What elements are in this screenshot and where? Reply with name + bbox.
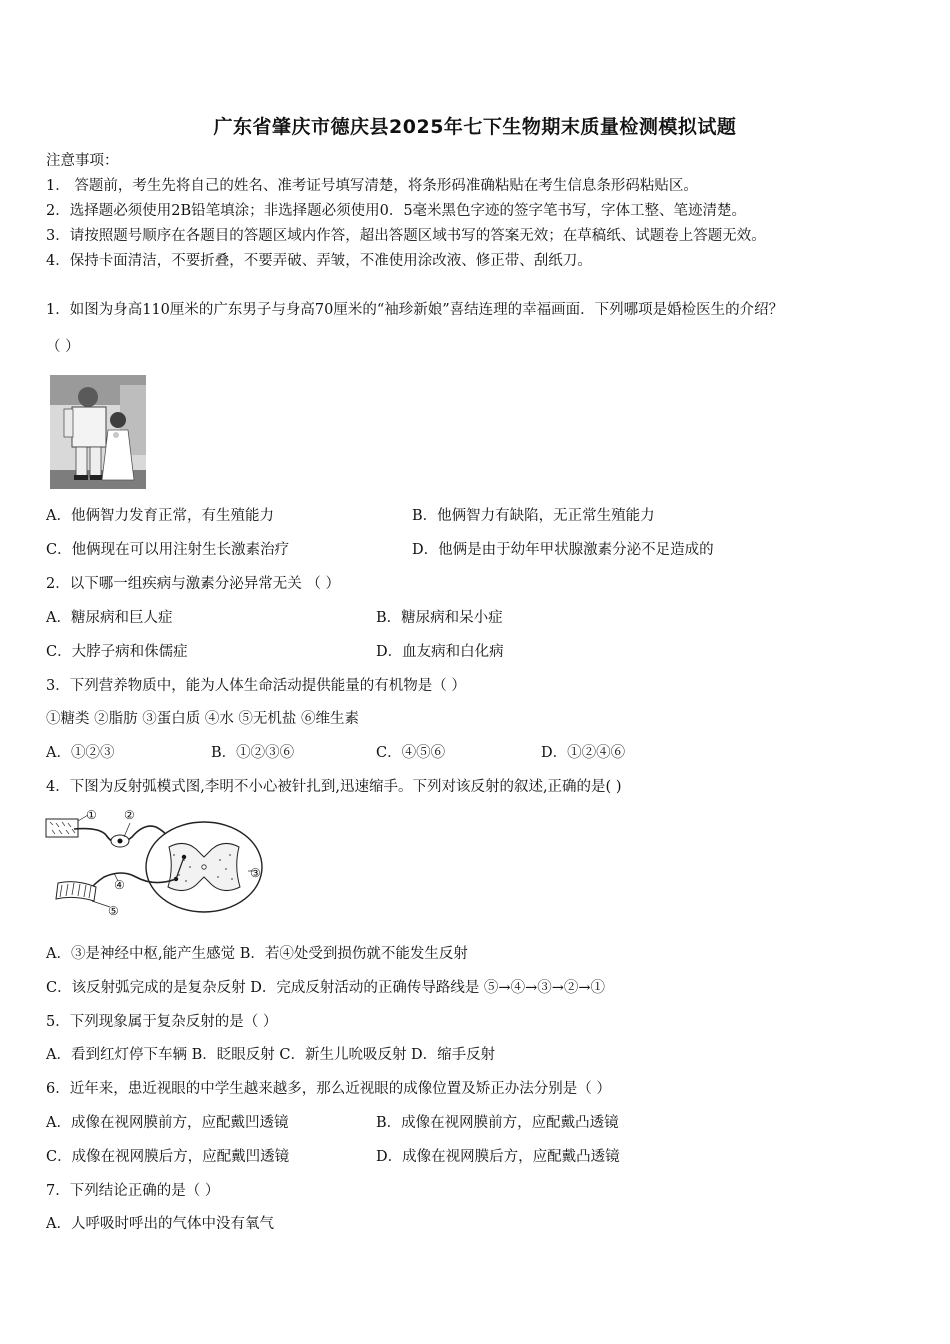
- question-1-option-b[interactable]: B．他俩智力有缺陷，无正常生殖能力: [412, 508, 655, 524]
- question-2-option-a[interactable]: A．糖尿病和巨人症: [46, 610, 173, 626]
- question-7-option-a[interactable]: A．人呼吸时呼出的气体中没有氧气: [46, 1216, 274, 1232]
- question-3-items: ①糖类 ②脂肪 ③蛋白质 ④水 ⑤无机盐 ⑥维生素: [46, 711, 360, 727]
- reflex-label-5: ⑤: [108, 904, 119, 918]
- question-3-stem: 3．下列营养物质中，能为人体生命活动提供能量的有机物是（ ）: [46, 678, 466, 694]
- question-7-stem: 7．下列结论正确的是（ ）: [46, 1183, 220, 1199]
- question-4-options-ab[interactable]: A．③是神经中枢,能产生感觉 B．若④处受到损伤就不能发生反射: [46, 946, 468, 962]
- reflex-label-1: ①: [86, 808, 97, 822]
- notice-item: 2．选择题必须使用2B铅笔填涂；非选择题必须使用0．5毫米黑色字迹的签字笔书写，字体工整、笔迹清楚。: [46, 203, 747, 219]
- question-3-option-a[interactable]: A．①②③: [46, 745, 115, 761]
- question-1-option-c[interactable]: C．他俩现在可以用注射生长激素治疗: [46, 542, 290, 558]
- question-3-option-d[interactable]: D．①②④⑥: [541, 745, 626, 761]
- question-6-option-a[interactable]: A．成像在视网膜前方，应配戴凹透镜: [46, 1115, 289, 1131]
- question-3-option-c[interactable]: C．④⑤⑥: [376, 745, 446, 761]
- question-6-option-b[interactable]: B．成像在视网膜前方，应配戴凸透镜: [376, 1115, 619, 1131]
- question-2-option-d[interactable]: D．血友病和白化病: [376, 644, 504, 660]
- notice-heading: 注意事项：: [46, 153, 119, 169]
- page-title: 广东省肇庆市德庆县2025年七下生物期末质量检测模拟试题: [213, 116, 737, 138]
- question-1-option-a[interactable]: A．他俩智力发育正常，有生殖能力: [46, 508, 274, 524]
- question-5-options[interactable]: A．看到红灯停下车辆 B．眨眼反射 C．新生儿吮吸反射 D．缩手反射: [46, 1047, 496, 1063]
- question-3-option-b[interactable]: B．①②③⑥: [211, 745, 295, 761]
- notice-item: 3．请按照题号顺序在各题目的答题区域内作答，超出答题区域书写的答案无效；在草稿纸、试题卷上答题无效。: [46, 228, 766, 244]
- reflex-label-3: ③: [250, 866, 261, 880]
- notice-item: 1． 答题前，考生先将自己的姓名、准考证号填写清楚，将条形码准确粘贴在考生信息条形码粘贴区。: [46, 178, 698, 194]
- question-1-blank: （ ）: [46, 339, 80, 355]
- question-2-option-c[interactable]: C．大脖子病和侏儒症: [46, 644, 188, 660]
- reflex-label-2: ②: [124, 808, 135, 822]
- notice-item: 4．保持卡面清洁，不要折叠，不要弄破、弄皱，不准使用涂改液、修正带、刮纸刀。: [46, 253, 592, 269]
- question-5-stem: 5．下列现象属于复杂反射的是（ ）: [46, 1014, 278, 1030]
- question-6-option-c[interactable]: C．成像在视网膜后方，应配戴凹透镜: [46, 1149, 290, 1165]
- question-6-option-d[interactable]: D．成像在视网膜后方，应配戴凸透镜: [376, 1149, 620, 1165]
- reflex-arc-diagram: [44, 805, 268, 920]
- question-4-stem: 4．下图为反射弧模式图,李明不小心被针扎到,迅速缩手。下列对该反射的叙述,正确的是( ): [46, 779, 622, 795]
- wedding-photo: [50, 375, 146, 489]
- question-1-option-d[interactable]: D．他俩是由于幼年甲状腺激素分泌不足造成的: [412, 542, 714, 558]
- question-2-stem: 2．以下哪一组疾病与激素分泌异常无关 （ ）: [46, 576, 340, 592]
- question-4-options-cd[interactable]: C．该反射弧完成的是复杂反射 D．完成反射活动的正确传导路线是 ⑤→④→③→②→①: [46, 980, 606, 996]
- question-2-option-b[interactable]: B．糖尿病和呆小症: [376, 610, 503, 626]
- question-6-stem: 6．近年来，患近视眼的中学生越来越多，那么近视眼的成像位置及矫正办法分别是（ ）: [46, 1081, 611, 1097]
- reflex-label-4: ④: [114, 878, 125, 892]
- question-1-stem: 1．如图为身高110厘米的广东男子与身高70厘米的“袖珍新娘”喜结连理的幸福画面．下列哪项是婚检医生的介绍？: [46, 302, 784, 318]
